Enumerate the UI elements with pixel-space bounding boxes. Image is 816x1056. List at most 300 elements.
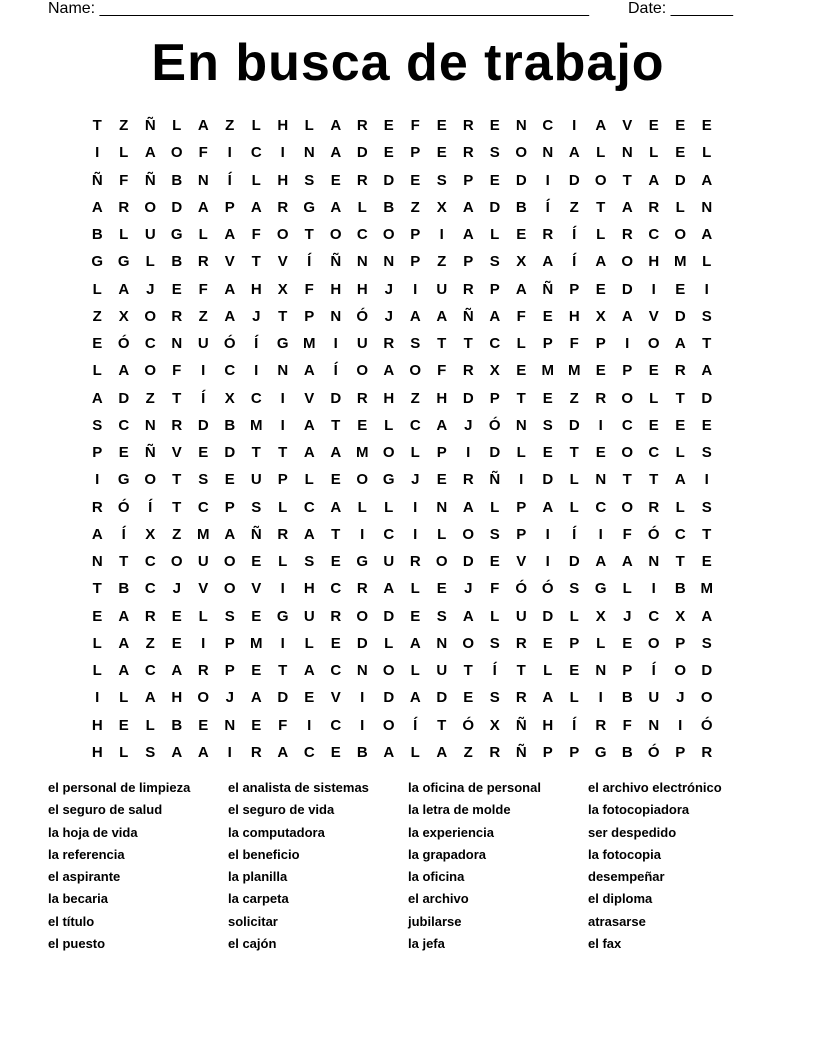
word-list-item: el archivo [408, 891, 469, 907]
grid-cell: E [489, 117, 500, 134]
grid-cell: E [463, 689, 474, 707]
grid-cell: G [170, 226, 183, 243]
grid-cell: D [462, 389, 474, 407]
grid-cell: A [621, 198, 633, 216]
grid-cell: U [436, 280, 448, 298]
grid-cell: B [171, 716, 183, 734]
grid-cell: P [224, 198, 235, 216]
grid-cell: A [250, 198, 262, 216]
grid-cell: S [410, 335, 421, 352]
grid-cell: M [700, 580, 713, 598]
grid-cell: D [674, 171, 686, 189]
grid-cell: A [436, 743, 448, 761]
grid-cell: O [276, 226, 289, 243]
grid-cell: R [489, 743, 501, 761]
grid-cell: O [462, 525, 475, 543]
grid-cell: R [674, 362, 686, 380]
grid-cell: N [595, 662, 607, 679]
grid-cell: E [198, 444, 209, 461]
grid-cell: P [463, 171, 474, 189]
grid-cell: A [224, 226, 236, 243]
grid-cell: S [701, 444, 712, 461]
grid-cell: L [410, 580, 420, 598]
grid-cell: Ñ [144, 171, 156, 189]
grid-cell: A [568, 144, 580, 162]
grid-cell: J [384, 307, 393, 325]
grid-cell: A [330, 444, 342, 461]
grid-cell: A [118, 362, 130, 380]
grid-cell: E [304, 689, 315, 707]
grid-cell: I [227, 743, 232, 761]
grid-cell: D [171, 198, 183, 216]
grid-cell: A [595, 253, 607, 271]
grid-cell: C [621, 416, 633, 434]
grid-cell: E [436, 144, 447, 162]
date-field-label: Date: _______ [628, 0, 733, 17]
grid-cell: A [542, 498, 554, 516]
grid-cell: E [675, 280, 686, 298]
grid-cell: S [701, 498, 712, 516]
grid-cell: I [95, 144, 100, 162]
grid-cell: E [330, 553, 341, 570]
grid-cell: A [303, 525, 315, 543]
grid-cell: A [621, 307, 633, 325]
grid-cell: I [333, 335, 338, 352]
grid-cell: I [95, 471, 100, 489]
grid-cell: A [383, 580, 395, 598]
grid-cell: E [436, 117, 447, 134]
grid-cell: A [224, 280, 236, 298]
grid-cell: Í [254, 335, 259, 352]
grid-cell: U [436, 662, 448, 679]
grid-cell: C [330, 662, 342, 679]
grid-cell: N [144, 416, 156, 434]
page-title: En busca de trabajo [151, 34, 665, 92]
grid-cell: U [648, 689, 660, 707]
grid-cell: E [516, 226, 527, 243]
grid-cell: R [462, 117, 474, 134]
grid-cell: Ñ [515, 716, 527, 734]
grid-cell: R [462, 471, 474, 489]
grid-cell: G [117, 471, 130, 489]
grid-cell: S [569, 580, 580, 598]
grid-cell: I [413, 525, 418, 543]
grid-cell: L [384, 498, 394, 516]
grid-cell: C [674, 525, 686, 543]
grid-cell: F [437, 362, 447, 380]
grid-cell: S [436, 607, 447, 625]
grid-cell: S [304, 171, 315, 189]
grid-cell: V [224, 253, 235, 271]
grid-cell: U [356, 335, 368, 352]
grid-cell: L [410, 743, 420, 761]
grid-cell: T [251, 253, 261, 271]
grid-cell: C [118, 416, 130, 434]
grid-cell: A [436, 307, 448, 325]
grid-cell: F [172, 362, 182, 380]
grid-cell: L [490, 498, 500, 516]
grid-cell: I [651, 280, 656, 298]
grid-cell: L [198, 226, 208, 243]
grid-cell: I [545, 525, 550, 543]
word-list-item: atrasarse [588, 913, 646, 929]
grid-cell: D [383, 689, 395, 707]
grid-cell: A [118, 280, 130, 298]
grid-cell: D [277, 689, 289, 707]
grid-cell: Ñ [489, 471, 501, 489]
word-list-item: la computadora [228, 824, 325, 840]
grid-cell: P [410, 144, 421, 162]
grid-cell: H [356, 280, 368, 298]
grid-cell: D [356, 634, 368, 652]
grid-cell: T [463, 662, 473, 679]
grid-cell: O [356, 607, 369, 625]
grid-cell: F [198, 144, 208, 162]
grid-cell: A [595, 117, 607, 134]
grid-cell: U [515, 607, 527, 625]
grid-cell: O [621, 498, 634, 516]
grid-cell: A [674, 471, 686, 489]
grid-cell: E [251, 607, 262, 625]
grid-cell: R [595, 716, 607, 734]
grid-cell: E [675, 144, 686, 162]
grid-cell: L [384, 416, 394, 434]
grid-cell: D [436, 689, 448, 707]
grid-cell: S [701, 634, 712, 652]
grid-cell: Í [572, 716, 577, 734]
word-list-item: la experiencia [408, 824, 494, 840]
word-list-item: la oficina de personal [408, 780, 541, 795]
grid-cell: A [171, 662, 183, 679]
grid-cell: E [251, 662, 262, 679]
grid-cell: O [356, 471, 369, 489]
grid-cell: O [462, 634, 475, 652]
grid-cell: T [463, 335, 473, 352]
grid-cell: O [170, 553, 183, 570]
grid-cell: L [569, 471, 579, 489]
grid-cell: L [357, 198, 367, 216]
grid-cell: I [625, 335, 630, 352]
grid-cell: H [436, 389, 448, 407]
grid-cell: L [92, 634, 102, 652]
grid-cell: I [466, 444, 471, 461]
grid-cell: B [621, 689, 633, 707]
grid-cell: E [330, 743, 341, 761]
grid-cell: R [515, 689, 527, 707]
grid-cell: A [303, 444, 315, 461]
grid-cell: Í [307, 253, 312, 271]
grid-cell: Z [92, 307, 102, 325]
grid-cell: F [622, 525, 632, 543]
grid-cell: L [172, 117, 182, 134]
grid-cell: H [91, 716, 103, 734]
grid-cell: E [701, 553, 712, 570]
grid-cell: O [144, 307, 157, 325]
grid-cell: O [329, 226, 342, 243]
word-list-item: el fax [588, 936, 622, 952]
grid-cell: P [675, 634, 686, 652]
grid-cell: T [278, 444, 288, 461]
grid-cell: T [278, 307, 288, 325]
word-list-item: jubilarse [408, 913, 462, 929]
grid-cell: N [383, 253, 395, 271]
grid-cell: D [383, 171, 395, 189]
grid-cell: H [303, 580, 315, 598]
word-list-item: la carpeta [228, 891, 289, 907]
grid-cell: S [489, 144, 500, 162]
grid-cell: Z [145, 389, 155, 407]
grid-cell: Í [413, 716, 418, 734]
grid-cell: T [251, 444, 261, 461]
grid-cell: S [542, 416, 553, 434]
grid-cell: B [171, 171, 183, 189]
grid-cell: A [277, 743, 289, 761]
grid-cell: E [436, 471, 447, 489]
grid-cell: X [489, 362, 500, 380]
grid-cell: H [648, 253, 660, 271]
grid-cell: A [409, 634, 421, 652]
grid-cell: A [330, 498, 342, 516]
grid-cell: D [197, 416, 209, 434]
grid-cell: P [410, 226, 421, 243]
grid-cell: N [595, 471, 607, 489]
grid-cell: S [92, 416, 103, 434]
grid-cell: J [411, 471, 420, 489]
grid-cell: O [409, 362, 422, 380]
grid-cell: F [119, 171, 129, 189]
grid-cell: H [171, 689, 183, 707]
grid-cell: L [304, 634, 314, 652]
grid-cell: T [675, 389, 685, 407]
grid-cell: E [330, 471, 341, 489]
grid-cell: A [197, 198, 209, 216]
grid-cell: T [172, 389, 182, 407]
grid-cell: R [542, 226, 554, 243]
grid-cell: A [701, 226, 713, 243]
grid-cell: G [303, 198, 316, 216]
grid-cell: L [304, 117, 314, 134]
grid-cell: X [145, 525, 156, 543]
grid-cell: Ñ [91, 171, 103, 189]
grid-cell: I [360, 716, 365, 734]
grid-cell: Ñ [330, 253, 342, 271]
grid-cell: D [383, 607, 395, 625]
grid-cell: T [622, 471, 632, 489]
grid-cell: E [622, 634, 633, 652]
grid-cell: Í [572, 226, 577, 243]
grid-cell: Z [569, 198, 579, 216]
grid-cell: L [384, 634, 394, 652]
grid-cell: N [648, 716, 660, 734]
grid-cell: A [515, 280, 527, 298]
grid-cell: T [622, 171, 632, 189]
grid-cell: Ñ [144, 117, 156, 134]
grid-cell: I [598, 416, 603, 434]
grid-cell: R [144, 607, 156, 625]
grid-cell: D [701, 389, 713, 407]
grid-cell: A [330, 144, 342, 162]
grid-cell: O [674, 226, 687, 243]
grid-cell: L [357, 498, 367, 516]
grid-cell: T [702, 525, 712, 543]
grid-cell: D [462, 553, 474, 570]
grid-cell: J [146, 280, 155, 298]
grid-cell: R [383, 335, 395, 352]
grid-cell: C [250, 144, 262, 162]
grid-cell: R [171, 416, 183, 434]
grid-cell: G [117, 253, 130, 271]
grid-cell: N [515, 117, 527, 134]
grid-cell: T [702, 335, 712, 352]
grid-cell: A [542, 689, 554, 707]
grid-cell: O [700, 689, 713, 707]
grid-cell: X [118, 307, 129, 325]
grid-cell: I [545, 171, 550, 189]
grid-cell: P [516, 525, 527, 543]
grid-cell: R [356, 171, 368, 189]
grid-cell: L [119, 689, 129, 707]
grid-cell: R [197, 662, 209, 679]
grid-cell: X [489, 716, 500, 734]
grid-cell: E [118, 716, 129, 734]
grid-cell: F [251, 226, 261, 243]
grid-cell: X [436, 198, 447, 216]
grid-cell: F [622, 716, 632, 734]
grid-cell: X [224, 389, 235, 407]
grid-cell: A [303, 416, 315, 434]
grid-cell: C [648, 607, 660, 625]
grid-cell: E [410, 171, 421, 189]
grid-cell: M [541, 362, 554, 380]
grid-cell: R [277, 198, 289, 216]
grid-cell: I [307, 716, 312, 734]
grid-cell: Ó [515, 580, 528, 598]
grid-cell: Í [201, 389, 206, 407]
grid-cell: R [356, 117, 368, 134]
grid-cell: C [224, 362, 236, 380]
grid-cell: A [383, 362, 395, 380]
grid-cell: V [304, 389, 315, 407]
grid-cell: I [280, 389, 285, 407]
grid-cell: A [542, 253, 554, 271]
grid-cell: Ó [647, 743, 660, 761]
grid-cell: R [621, 226, 633, 243]
word-list-item: la fotocopia [588, 846, 661, 862]
word-list-item: desempeñar [588, 869, 665, 885]
grid-cell: L [569, 498, 579, 516]
grid-cell: D [701, 662, 713, 679]
grid-cell: T [304, 226, 314, 243]
grid-cell: V [648, 307, 659, 325]
grid-cell: R [171, 307, 183, 325]
grid-cell: A [436, 416, 448, 434]
grid-cell: E [595, 280, 606, 298]
grid-cell: J [252, 307, 261, 325]
grid-cell: I [360, 689, 365, 707]
grid-cell: C [648, 444, 660, 461]
grid-cell: L [145, 716, 155, 734]
grid-cell: R [356, 580, 368, 598]
grid-cell: I [280, 144, 285, 162]
grid-cell: C [197, 498, 209, 516]
grid-cell: E [198, 716, 209, 734]
grid-cell: T [92, 117, 102, 134]
grid-cell: V [251, 580, 262, 598]
grid-cell: I [280, 580, 285, 598]
grid-cell: A [224, 307, 236, 325]
grid-cell: A [224, 525, 236, 543]
grid-cell: P [463, 253, 474, 271]
grid-cell: R [330, 607, 342, 625]
grid-cell: A [330, 117, 342, 134]
grid-cell: T [119, 553, 129, 570]
grid-cell: A [462, 226, 474, 243]
word-list-item: el diploma [588, 891, 653, 907]
grid-cell: E [489, 171, 500, 189]
grid-cell: I [201, 362, 206, 380]
grid-cell: E [383, 144, 394, 162]
grid-cell: V [277, 253, 288, 271]
grid-cell: A [303, 362, 315, 380]
grid-cell: B [224, 416, 236, 434]
grid-cell: G [382, 471, 395, 489]
grid-cell: R [462, 144, 474, 162]
grid-cell: P [516, 498, 527, 516]
grid-cell: F [278, 716, 288, 734]
grid-cell: N [648, 553, 660, 570]
grid-cell: R [515, 634, 527, 652]
grid-cell: B [383, 198, 395, 216]
grid-cell: F [410, 117, 420, 134]
grid-cell: Ó [117, 498, 130, 516]
grid-cell: E [171, 634, 182, 652]
grid-cell: E [330, 634, 341, 652]
grid-cell: Í [121, 525, 126, 543]
grid-cell: D [568, 553, 580, 570]
grid-cell: S [436, 171, 447, 189]
grid-cell: C [144, 553, 156, 570]
grid-cell: V [330, 689, 341, 707]
grid-cell: G [356, 553, 369, 570]
grid-cell: P [622, 662, 633, 679]
grid-cell: S [489, 689, 500, 707]
grid-cell: U [383, 553, 395, 570]
word-list-item: el aspirante [48, 869, 121, 885]
grid-cell: N [436, 634, 448, 652]
grid-cell: A [409, 307, 421, 325]
grid-cell: I [413, 498, 418, 516]
grid-cell: T [92, 580, 102, 598]
grid-cell: L [675, 198, 685, 216]
grid-cell: O [594, 171, 607, 189]
word-list-item: ser despedido [588, 824, 677, 840]
grid-cell: T [649, 471, 659, 489]
grid-cell: F [569, 335, 579, 352]
grid-cell: T [278, 662, 288, 679]
grid-cell: Ó [488, 416, 501, 434]
grid-cell: P [92, 444, 103, 461]
grid-cell: E [489, 553, 500, 570]
grid-cell: D [621, 280, 633, 298]
grid-cell: L [516, 335, 526, 352]
grid-cell: E [648, 117, 659, 134]
grid-cell: I [572, 117, 577, 134]
grid-cell: R [462, 280, 474, 298]
grid-cell: E [542, 389, 553, 407]
grid-cell: D [674, 307, 686, 325]
grid-cell: V [198, 580, 209, 598]
grid-cell: X [516, 253, 527, 271]
